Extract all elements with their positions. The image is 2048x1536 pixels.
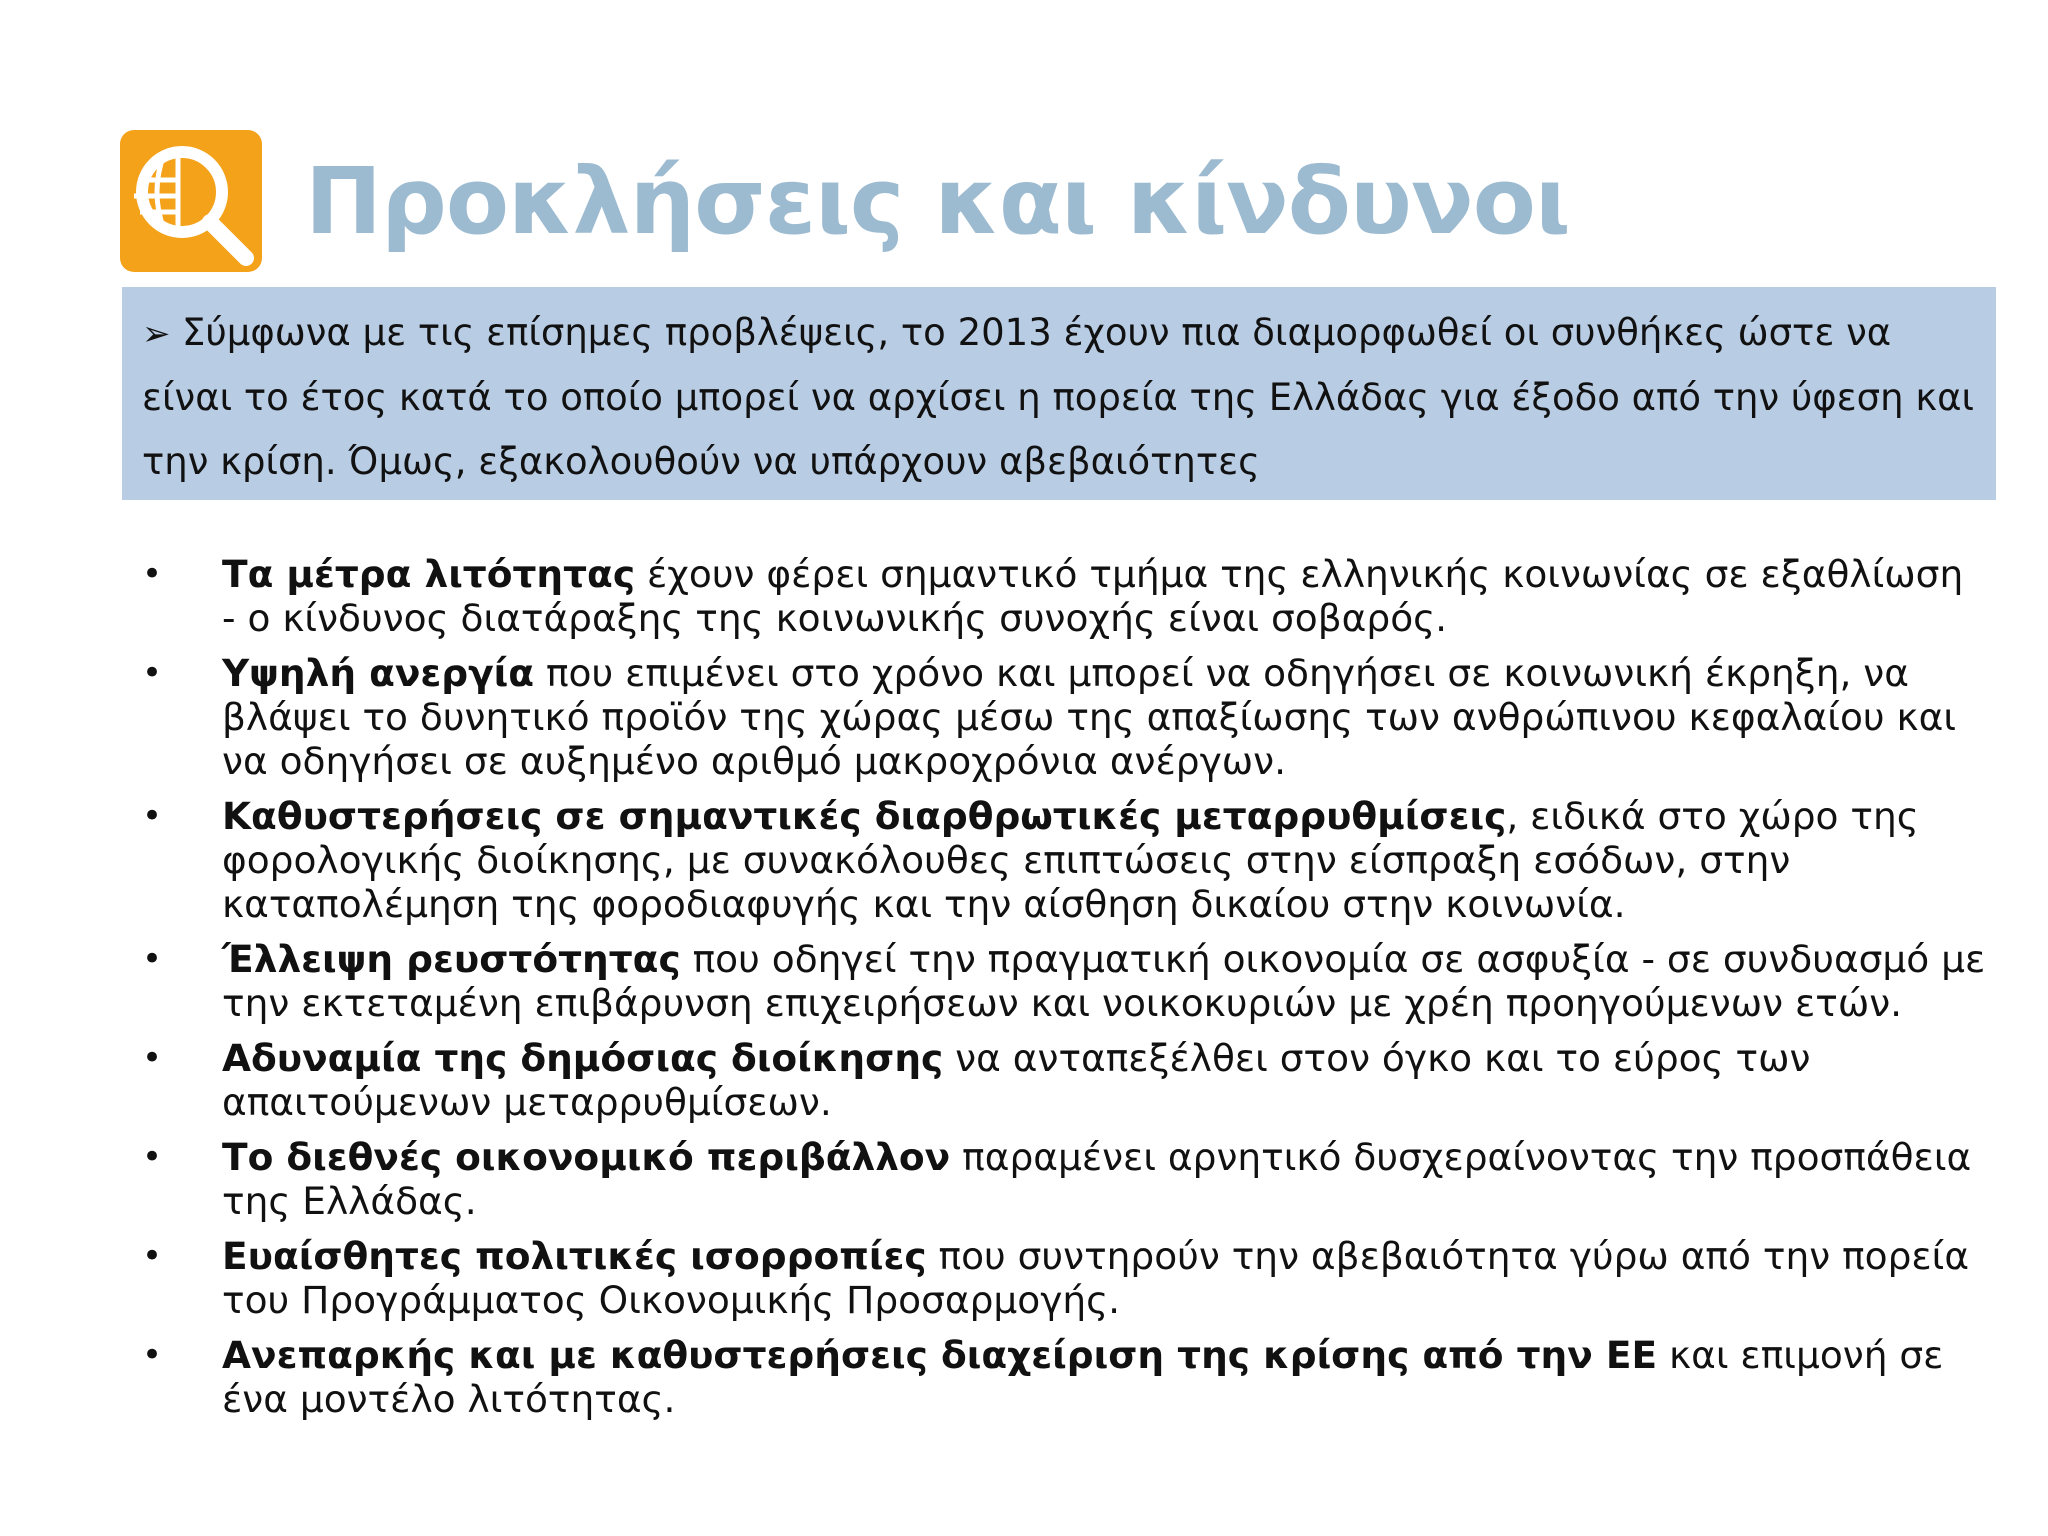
item-text: να ανταπεξέλθει στον όγκο και το εύρος των απαιτούμενων μεταρρυθμίσεων. [222, 1036, 1811, 1124]
item-text: , ειδικά στο χώρο της φορολογικής διοίκησης, με συνακόλουθες επιπτώσεις στην είσπραξη εσόδων, στην καταπολέμηση της φοροδιαφυγής και την αίσθηση δικαίου στην κοινωνία. [222, 794, 1919, 926]
item-text: που συντηρούν την αβεβαιότητα γύρω από την πορεία του Προγράμματος Οικονομικής Προσαρμογής. [222, 1234, 1970, 1322]
intro-text: Σύμφωνα με τις επίσημες προβλέψεις, το 2013 έχουν πια διαμορφωθεί οι συνθήκες ώστε να είναι το έτος κατά το οποίο μπορεί να αρχίσει η πορεία της Ελλάδας για έξοδο από την ύφεση και την κρίση. Όμως, εξακολουθούν να υπάρχουν αβεβαιότητες [142, 311, 1975, 483]
bullet-dot-icon: • [142, 1038, 163, 1078]
item-heading: Ανεπαρκής και με καθυστερήσεις διαχείριση της κρίσης από την ΕΕ [222, 1333, 1658, 1377]
item-text: έχουν φέρει σημαντικό τμήμα της ελληνικής κοινωνίας σε εξαθλίωση - ο κίνδυνος διατάραξης της κοινωνικής συνοχής είναι σοβαρός. [222, 552, 1964, 640]
item-heading: Υψηλή ανεργία [222, 651, 535, 695]
item-heading: Αδυναμία της δημόσιας διοίκησης [222, 1036, 944, 1080]
bullet-dot-icon: • [142, 1236, 163, 1276]
item-text: που οδηγεί την πραγματική οικονομία σε ασφυξία - σε συνδυασμό με την εκτεταμένη επιβάρυνση επιχειρήσεων και νοικοκυριών με χρέη προηγούμενων ετών. [222, 937, 1986, 1025]
globe-magnifier-icon [120, 130, 262, 272]
bullet-dot-icon: • [142, 939, 163, 979]
page-title: Προκλήσεις και κίνδυνοι [305, 148, 1570, 255]
bullet-dot-icon: • [142, 653, 163, 693]
list-item [138, 794, 1988, 926]
list-item [138, 651, 1988, 783]
bullet-dot-icon: • [142, 796, 163, 836]
challenges-list [138, 552, 1988, 1432]
item-heading: Έλλειψη ρευστότητας [222, 937, 681, 981]
list-item [138, 937, 1988, 1025]
item-text: και επιμονή σε ένα μοντέλο λιτότητας. [222, 1333, 1944, 1421]
bullet-dot-icon: • [142, 554, 163, 594]
bullet-dot-icon: • [142, 1137, 163, 1177]
item-heading: Τα μέτρα λιτότητας [222, 552, 636, 596]
item-heading: Το διεθνές οικονομικό περιβάλλον [222, 1135, 951, 1179]
list-item [138, 552, 1988, 640]
list-item [138, 1135, 1988, 1223]
intro-box [122, 287, 1996, 500]
list-item [138, 1234, 1988, 1322]
item-heading: Ευαίσθητες πολιτικές ισορροπίες [222, 1234, 927, 1278]
item-text: που επιμένει στο χρόνο και μπορεί να οδηγήσει σε κοινωνική έκρηξη, να βλάψει το δυνητικό προϊόν της χώρας μέσω της απαξίωσης των ανθρώπινου κεφαλαίου και να οδηγήσει σε αυξημένο αριθμό μακροχρόνια ανέργων. [222, 651, 1957, 783]
item-text: παραμένει αρνητικό δυσχεραίνοντας την προσπάθεια της Ελλάδας. [222, 1135, 1972, 1223]
item-heading: Καθυστερήσεις σε σημαντικές διαρθρωτικές μεταρρυθμίσεις [222, 794, 1507, 838]
list-item [138, 1036, 1988, 1124]
arrow-bullet-icon: ➢ [142, 314, 171, 354]
list-item [138, 1333, 1988, 1421]
bullet-dot-icon: • [142, 1335, 163, 1375]
